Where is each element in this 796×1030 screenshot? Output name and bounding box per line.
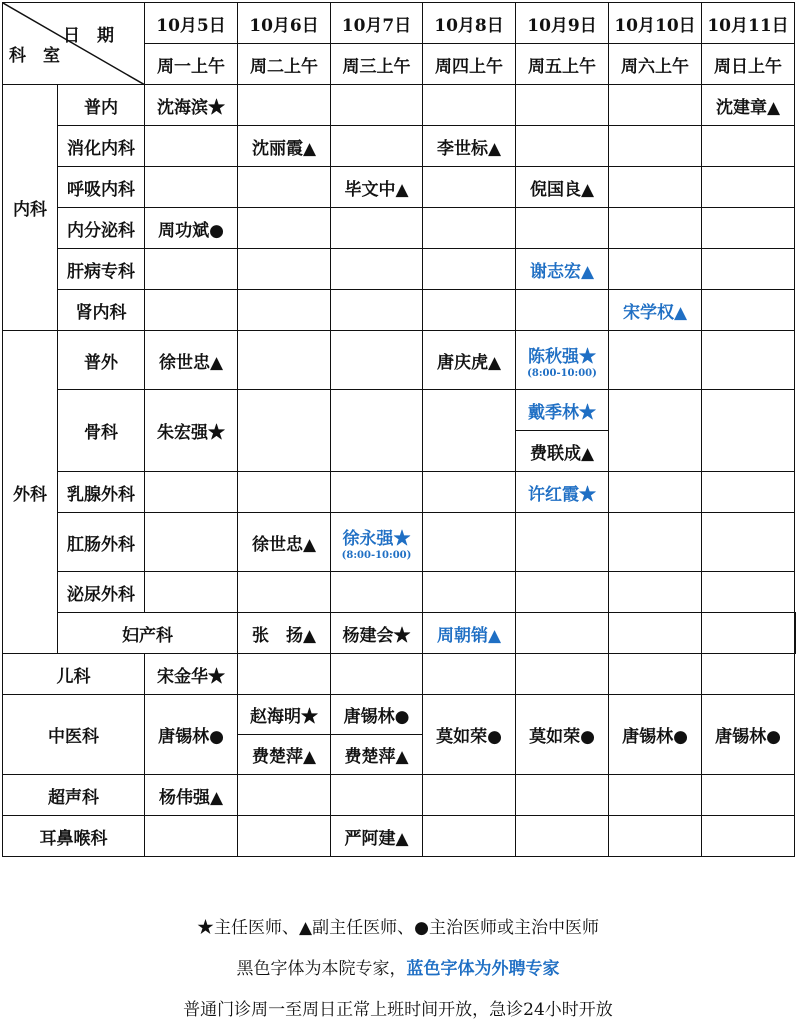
doctor-cell: 张 扬▲ <box>238 613 331 654</box>
empty-cell <box>516 290 609 331</box>
empty-cell <box>702 513 795 572</box>
empty-cell <box>145 126 238 167</box>
empty-cell <box>238 390 331 472</box>
empty-cell <box>516 775 609 816</box>
empty-cell <box>702 208 795 249</box>
dept-huxi: 呼吸内科 <box>58 167 145 208</box>
empty-cell <box>238 208 331 249</box>
empty-cell <box>331 85 423 126</box>
empty-cell <box>423 513 516 572</box>
date-header: 10月7日 <box>331 3 423 44</box>
doctor-name: 徐永强★ <box>342 528 411 549</box>
day-header: 周六上午 <box>609 44 702 85</box>
doctor-cell: 李世标▲ <box>423 126 516 167</box>
doctor-name: 陈秋强★ <box>528 346 596 367</box>
empty-cell <box>423 816 516 857</box>
empty-cell <box>609 249 702 290</box>
empty-cell <box>423 472 516 513</box>
corner-dept-label: 科 室 <box>9 46 60 66</box>
empty-cell <box>423 390 516 472</box>
dept-erbihou: 耳鼻喉科 <box>3 816 145 857</box>
empty-cell <box>331 208 423 249</box>
empty-cell <box>331 654 423 695</box>
empty-cell <box>609 126 702 167</box>
dept-neifenmi: 内分泌科 <box>58 208 145 249</box>
legend-external: 蓝色字体为外聘专家 <box>406 959 560 979</box>
empty-cell <box>145 167 238 208</box>
empty-cell <box>423 85 516 126</box>
dept-gangchang: 肛肠外科 <box>58 513 145 572</box>
legend-colors <box>0 954 796 979</box>
empty-cell <box>702 654 795 695</box>
legend-internal: 黑色字体为本院专家， <box>236 959 407 979</box>
group-neike: 内科 <box>3 85 58 331</box>
empty-cell <box>238 572 331 613</box>
doctor-cell-external <box>516 331 609 390</box>
date-header: 10月6日 <box>238 3 331 44</box>
empty-cell <box>702 126 795 167</box>
empty-cell <box>331 249 423 290</box>
empty-cell <box>702 167 795 208</box>
time-range: (8:00-10:00) <box>341 549 412 561</box>
empty-cell <box>423 167 516 208</box>
empty-cell <box>609 775 702 816</box>
empty-cell <box>423 572 516 613</box>
empty-cell <box>331 126 423 167</box>
empty-cell <box>238 775 331 816</box>
empty-cell <box>795 613 796 654</box>
doctor-cell: 唐锡林● <box>702 695 795 775</box>
empty-cell <box>238 816 331 857</box>
day-header: 周二上午 <box>238 44 331 85</box>
empty-cell <box>702 390 795 472</box>
empty-cell <box>238 290 331 331</box>
empty-cell <box>331 472 423 513</box>
empty-cell <box>516 513 609 572</box>
empty-cell <box>702 331 795 390</box>
empty-cell <box>145 249 238 290</box>
empty-cell <box>145 513 238 572</box>
empty-cell <box>238 654 331 695</box>
date-header: 10月8日 <box>423 3 516 44</box>
time-range: (8:00-10:00) <box>527 367 597 379</box>
empty-cell <box>609 208 702 249</box>
legend-symbols: ★主任医师、▲副主任医师、●主治医师或主治中医师 <box>197 918 599 938</box>
doctor-cell: 沈丽霞▲ <box>238 126 331 167</box>
dept-erke: 儿科 <box>3 654 145 695</box>
doctor-cell: 唐锡林● <box>609 695 702 775</box>
day-header: 周五上午 <box>516 44 609 85</box>
doctor-cell: 唐锡林● <box>331 695 423 735</box>
empty-cell <box>609 167 702 208</box>
day-header: 周日上午 <box>702 44 795 85</box>
doctor-cell: 倪国良▲ <box>516 167 609 208</box>
schedule-table <box>2 2 796 857</box>
day-header: 周四上午 <box>423 44 516 85</box>
empty-cell <box>516 208 609 249</box>
group-waike: 外科 <box>3 331 58 654</box>
dept-chaosheng: 超声科 <box>3 775 145 816</box>
day-header: 周三上午 <box>331 44 423 85</box>
empty-cell <box>331 331 423 390</box>
doctor-cell: 唐锡林● <box>145 695 238 775</box>
doctor-cell: 宋金华★ <box>145 654 238 695</box>
empty-cell <box>516 654 609 695</box>
empty-cell <box>331 290 423 331</box>
corner-header <box>3 3 145 85</box>
doctor-cell-external: 周朝销▲ <box>423 613 516 654</box>
empty-cell <box>702 472 795 513</box>
dept-zhongyi: 中医科 <box>3 695 145 775</box>
day-header: 周一上午 <box>145 44 238 85</box>
empty-cell <box>609 816 702 857</box>
doctor-cell-external: 谢志宏▲ <box>516 249 609 290</box>
date-header: 10月10日 <box>609 3 702 44</box>
doctor-cell: 唐庆虎▲ <box>423 331 516 390</box>
doctor-cell: 费楚萍▲ <box>331 735 423 775</box>
empty-cell <box>609 513 702 572</box>
empty-cell <box>702 613 795 654</box>
doctor-cell-external: 戴季林★ <box>516 390 609 431</box>
doctor-cell-external: 许红霞★ <box>516 472 609 513</box>
dept-guke: 骨科 <box>58 390 145 472</box>
dept-punei: 普内 <box>58 85 145 126</box>
empty-cell <box>609 572 702 613</box>
legend-hours: 普通门诊周一至周日正常上班时间开放，急诊24小时开放 <box>183 1000 613 1020</box>
empty-cell <box>609 331 702 390</box>
empty-cell <box>423 654 516 695</box>
doctor-cell: 费联成▲ <box>516 431 609 472</box>
empty-cell <box>702 249 795 290</box>
empty-cell <box>516 126 609 167</box>
empty-cell <box>423 290 516 331</box>
dept-xiaohua: 消化内科 <box>58 126 145 167</box>
doctor-cell: 沈建章▲ <box>702 85 795 126</box>
empty-cell <box>609 654 702 695</box>
empty-cell <box>331 390 423 472</box>
date-header: 10月9日 <box>516 3 609 44</box>
empty-cell <box>609 472 702 513</box>
empty-cell <box>145 816 238 857</box>
empty-cell <box>609 613 702 654</box>
empty-cell <box>145 472 238 513</box>
empty-cell <box>331 775 423 816</box>
empty-cell <box>145 572 238 613</box>
date-header: 10月11日 <box>702 3 795 44</box>
empty-cell <box>516 816 609 857</box>
doctor-cell: 徐世忠▲ <box>238 513 331 572</box>
dept-miniao: 泌尿外科 <box>58 572 145 613</box>
doctor-cell: 沈海滨★ <box>145 85 238 126</box>
doctor-cell: 莫如荣● <box>516 695 609 775</box>
date-header: 10月5日 <box>145 3 238 44</box>
empty-cell <box>516 85 609 126</box>
dept-shennei: 肾内科 <box>58 290 145 331</box>
empty-cell <box>702 572 795 613</box>
doctor-cell: 周功斌● <box>145 208 238 249</box>
dept-puwai: 普外 <box>58 331 145 390</box>
empty-cell <box>423 775 516 816</box>
doctor-cell: 杨建会★ <box>331 613 423 654</box>
corner-date-label: 日 期 <box>63 26 114 46</box>
empty-cell <box>516 613 609 654</box>
doctor-cell: 赵海明★ <box>238 695 331 735</box>
empty-cell <box>702 775 795 816</box>
doctor-cell-external: 宋学权▲ <box>609 290 702 331</box>
empty-cell <box>238 85 331 126</box>
empty-cell <box>516 572 609 613</box>
dept-fuchan: 妇产科 <box>58 613 238 654</box>
doctor-cell: 费楚萍▲ <box>238 735 331 775</box>
empty-cell <box>609 390 702 472</box>
empty-cell <box>702 816 795 857</box>
doctor-cell: 杨伟强▲ <box>145 775 238 816</box>
dept-ruxian: 乳腺外科 <box>58 472 145 513</box>
empty-cell <box>238 167 331 208</box>
doctor-cell: 徐世忠▲ <box>145 331 238 390</box>
empty-cell <box>238 249 331 290</box>
doctor-cell: 严阿建▲ <box>331 816 423 857</box>
empty-cell <box>423 249 516 290</box>
dept-ganbing: 肝病专科 <box>58 249 145 290</box>
empty-cell <box>238 331 331 390</box>
empty-cell <box>331 572 423 613</box>
empty-cell <box>423 208 516 249</box>
doctor-cell: 毕文中▲ <box>331 167 423 208</box>
empty-cell <box>238 472 331 513</box>
doctor-cell-external <box>331 513 423 572</box>
doctor-cell: 朱宏强★ <box>145 390 238 472</box>
empty-cell <box>609 85 702 126</box>
empty-cell <box>702 290 795 331</box>
doctor-cell: 莫如荣● <box>423 695 516 775</box>
empty-cell <box>145 290 238 331</box>
